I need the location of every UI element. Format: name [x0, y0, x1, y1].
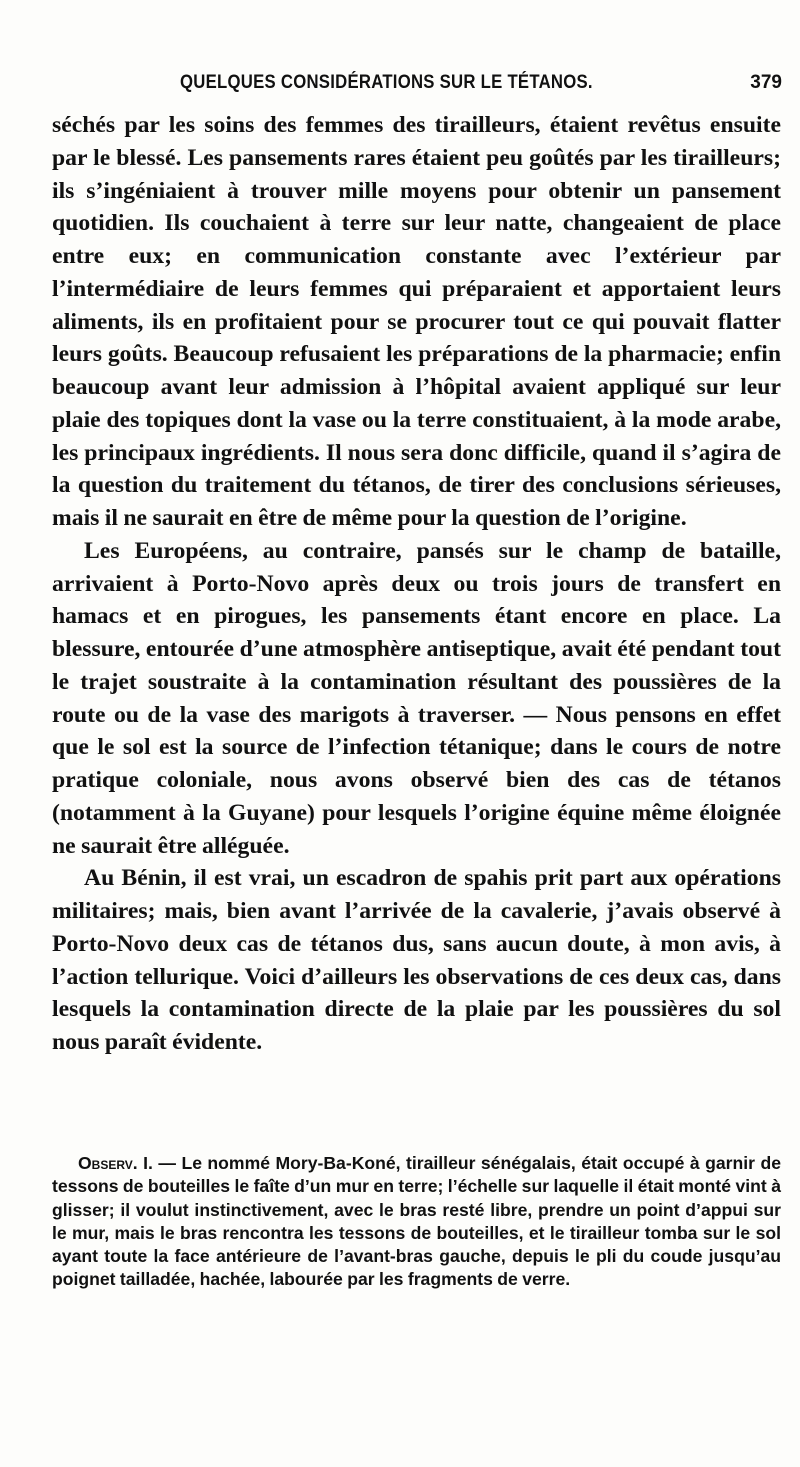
main-text [52, 109, 781, 1059]
paragraph-benin: Au Bénin, il est vrai, un escadron de spahis prit part aux opérations militaires; mais, bien avant l’arrivée de la cavalerie, j’avais observé à Porto-Novo deux cas de tétanos dus, sans aucun doute, à mon avis, à l’action tellurique. Voici d’ailleurs les observations de ces deux cas, dans lesquels la contamination directe de la plaie par les poussières du sol nous paraît évidente. [52, 865, 781, 1055]
paragraph-europeens: Les Européens, au contraire, pansés sur le champ de bataille, arrivaient à Porto-Novo après deux ou trois jours de transfert en hamacs et en pirogues, les pansements étant encore en place. La blessure, entourée d’une atmosphère antiseptique, avait été pendant tout le trajet soustraite à la contamination résultant des poussières de la route ou de la vase des marigots à traverser. — Nous pensons en effet que le sol est la source de l’infection tétanique; dans le cours de notre pratique coloniale, nous avons observé bien des cas de tétanos (notamment à la Guyane) pour lesquels l’origine équine même éloignée ne saurait être alléguée. [52, 537, 781, 859]
observation-text: — Le nommé Mory-Ba-Koné, tirailleur sénégalais, était occupé à garnir de tessons de bouteilles le faîte d’un mur en terre; l’échelle sur laquelle il était monté vint à glisser; il voulut instinctivement, avec le bras resté libre, prendre un point d’appui sur le mur, mais le bras rencontra les tessons de bouteilles, et le tirailleur tomba sur le sol ayant toute la face antérieure de l’avant-bras gauche, depuis le pli du coude jusqu’au poignet tailladée, hachée, labourée par les fragments de verre. [52, 1153, 781, 1290]
running-header [52, 72, 782, 102]
observation-label: Observ. I. [78, 1153, 153, 1173]
paragraph-continuation: séchés par les soins des femmes des tirailleurs, étaient revêtus ensuite par le blessé. Les pansements rares étaient peu goûtés par les tirailleurs; ils s’ingéniaient à trouver mille moyens pour obtenir un pansement quotidien. Ils couchaient à terre sur leur natte, changeaient de place entre eux; en communication constante avec l’extérieur par l’intermédiaire de leurs femmes qui préparaient et apportaient leurs aliments, ils en profitaient pour se procurer tout ce qui pouvait flatter leurs goûts. Beaucoup refusaient les préparations de la pharmacie; enfin beaucoup avant leur admission à l’hôpital avaient appliqué sur leur plaie des topiques dont la vase ou la terre constituaient, à la mode arabe, les principaux ingrédients. Il nous sera donc difficile, quand il s’agira de la question du traitement du tétanos, de tirer des conclusions sérieuses, mais il ne saurait en être de même pour la question de l’origine. [52, 112, 781, 531]
page-number: 379 [750, 72, 782, 93]
observation-block [52, 1152, 781, 1292]
running-title: QUELQUES CONSIDÉRATIONS SUR LE TÉTANOS. [180, 72, 593, 93]
